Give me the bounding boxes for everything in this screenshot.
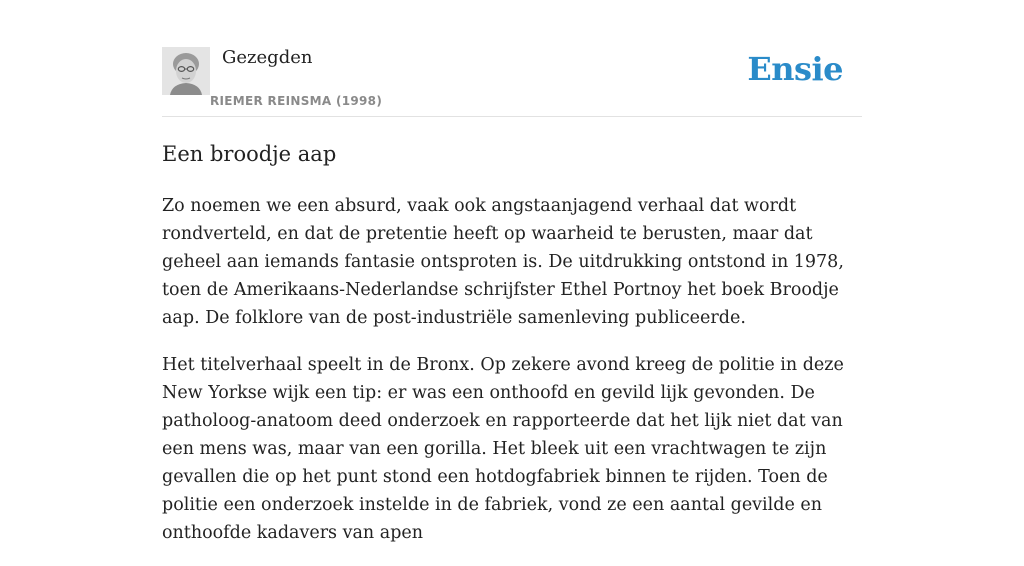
author-credit: RIEMER REINSMA (1998) — [210, 94, 383, 108]
body-paragraph: Het titelverhaal speelt in de Bronx. Op zekere avond kreeg de politie in deze New Yorkse wijk een tip: er was een onthoofd en gevild lijk gevonden. De patholoog-anatoom deed onderzoek en rapporteerde dat het lijk niet dat van een mens was, maar van een gorilla. Het bleek uit een vrachtwagen te zijn gevallen die op het punt stond een hotdogfabriek binnen te rijden. Toen de politie een onderzoek instelde in de fabriek, vond ze een aantal gevilde en onthoofde kadavers van apen — [162, 355, 844, 543]
brand-logo[interactable]: Ensie — [747, 50, 843, 88]
entry-body — [162, 192, 862, 566]
author-avatar[interactable] — [162, 47, 210, 95]
book-title[interactable]: Gezegden — [222, 47, 313, 68]
entry-title: Een broodje aap — [162, 142, 337, 166]
author-portrait-icon — [162, 47, 210, 95]
body-paragraph: Zo noemen we een absurd, vaak ook angstaanjagend verhaal dat wordt rondverteld, en dat de pretentie heeft op waarheid te berusten, maar dat geheel aan iemands fantasie ontsproten is. De uitdrukking ontstond in 1978, toen de Amerikaans-Nederlandse schrijfster Ethel Portnoy het boek Broodje aap. De folklore van de post-industriële samenleving publiceerde. — [162, 196, 844, 328]
source-header — [162, 46, 862, 117]
